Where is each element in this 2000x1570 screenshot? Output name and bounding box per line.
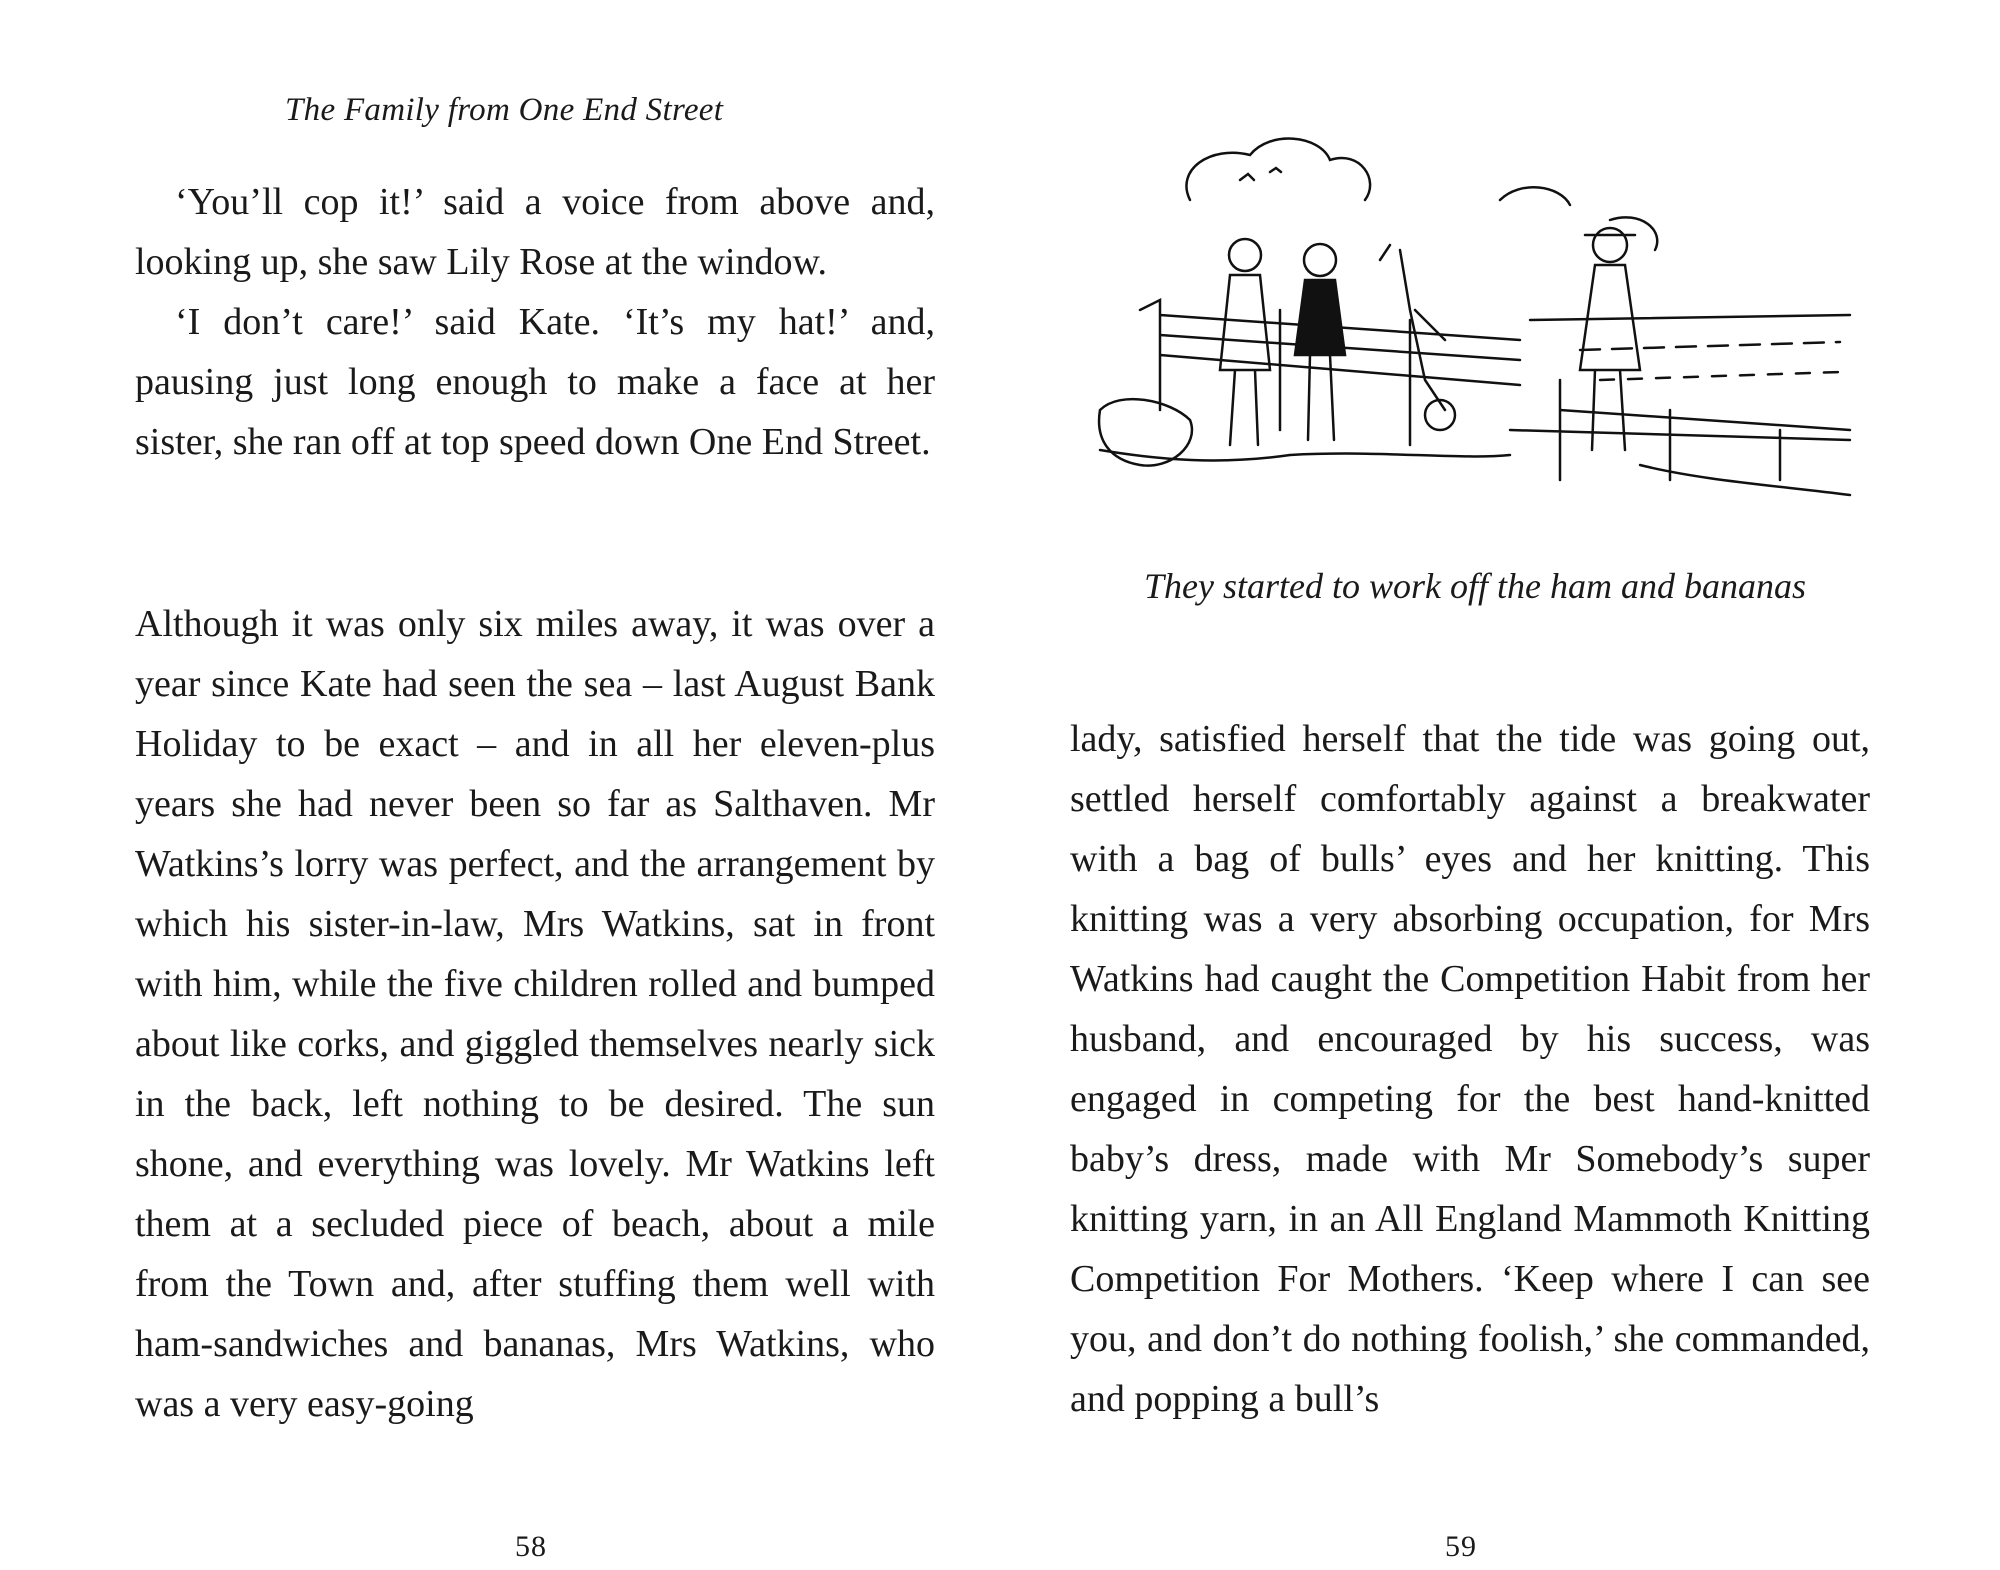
beach-shingle	[1100, 450, 1510, 460]
child-figure	[1593, 228, 1627, 262]
right-page	[1000, 0, 2000, 1570]
bird-icon	[1270, 168, 1281, 172]
breakwater	[1510, 380, 1850, 480]
horizon-line	[1530, 315, 1850, 320]
page-number: 58	[515, 1530, 547, 1563]
child-figure	[1304, 244, 1336, 276]
right-text	[1070, 709, 1870, 1489]
illustration-caption: They started to work off the ham and bananas	[1144, 566, 1806, 606]
paragraph: lady, satisfied herself that the tide was going out, settled herself comfortably against a breakwater with a bag of bulls’ eyes and her knitting. This knitting was a very absorbing occupation, for Mrs Watkins had caught the Competition Habit from her husband, and encouraged by his success, was engaged in competing for the best hand-knitted baby’s dress, made with Mr Somebody’s super knitting yarn, in an All England Mammoth Knitting Competition For Mothers. ‘Keep where I can see you, and don’t do nothing foolish,’ she commanded, and popping a bull’s	[1070, 718, 1870, 1420]
beach-illustration	[1080, 110, 1860, 510]
paragraph: ‘I don’t care!’ said Kate. ‘It’s my hat!’ and, pausing just long enough to make a face at her sister, she ran off at top speed down One End Street.	[135, 301, 935, 463]
paragraph: Although it was only six miles away, it was over a year since Kate had seen the sea – last August Bank Holiday to be exact – and in all her eleven-plus years she had never been so far as Salthaven. Mr Watkins’s lorry was perfect, and the arrangement by which his sister-in-law, Mrs Watkins, sat in front with him, while the five children rolled and bumped about like corks, and giggled themselves nearly sick in the back, left nothing to be desired. The sun shone, and everything was lovely. Mr Watkins left them at a secluded piece of beach, about a mile from the Town and, after stuffing them well with ham-sandwiches and bananas, Mrs Watkins, who was a very easy-going	[135, 603, 935, 1425]
child-figure	[1380, 245, 1445, 410]
cloud-icon	[1500, 187, 1570, 205]
running-head: The Family from One End Street	[285, 92, 724, 128]
paragraph: ‘You’ll cop it!’ said a voice from above and, looking up, she saw Lily Rose at the window.	[135, 181, 935, 283]
left-upper-text	[135, 172, 935, 472]
page-number: 59	[1445, 1530, 1477, 1563]
child-figure	[1229, 239, 1261, 271]
bird-icon	[1240, 174, 1254, 180]
left-lower-text	[135, 594, 935, 1494]
cloud-icon	[1610, 217, 1657, 250]
